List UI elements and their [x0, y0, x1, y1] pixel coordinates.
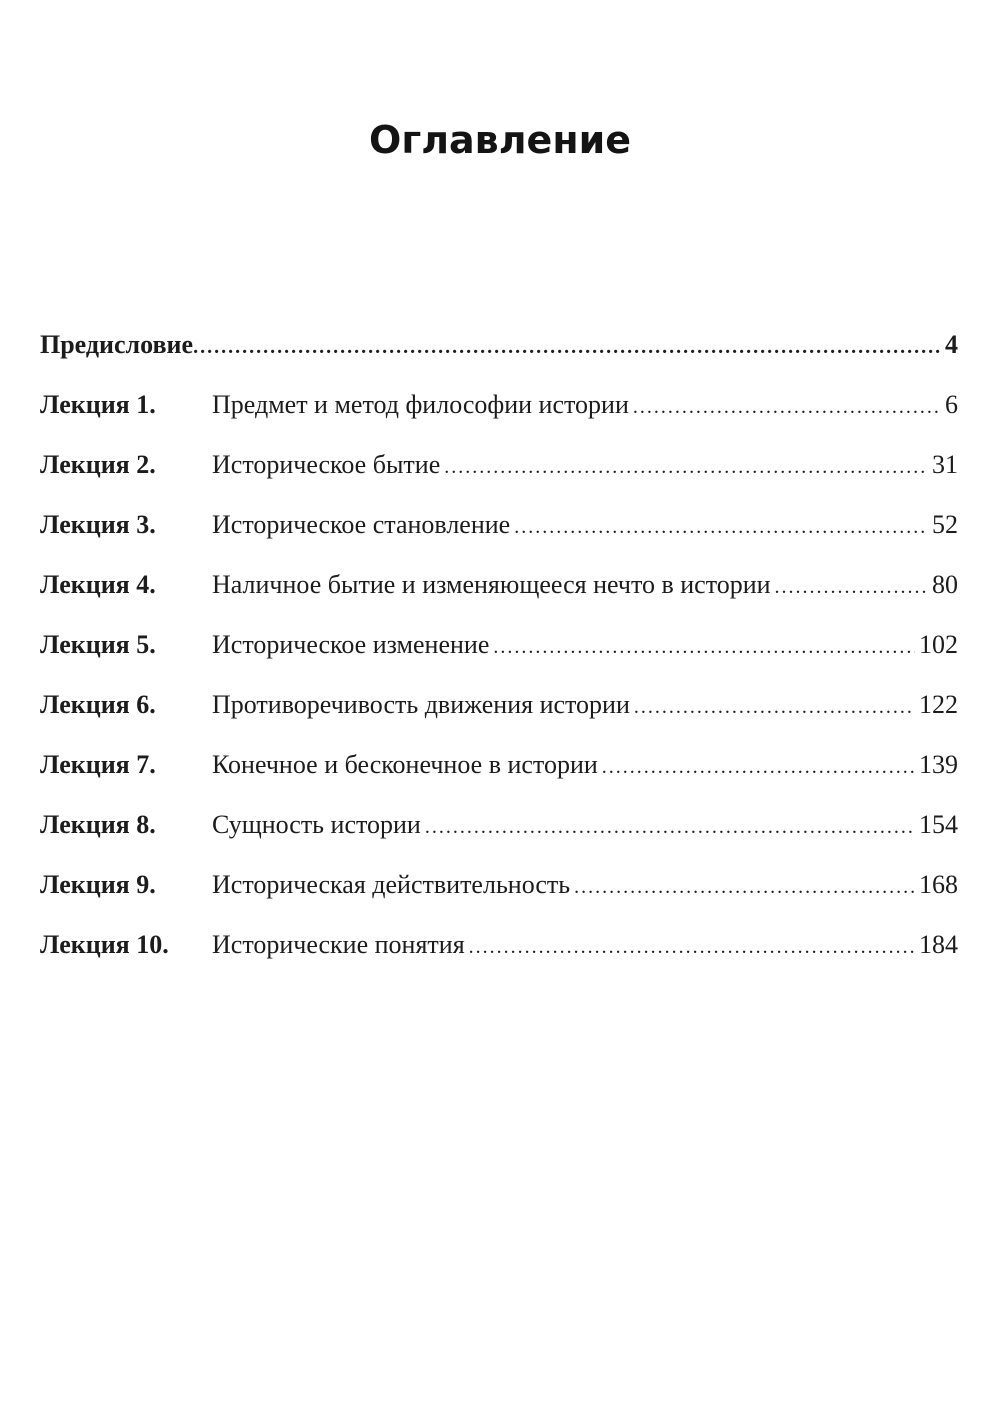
toc-entry-title: Исторические понятия [212, 930, 465, 959]
toc-entry-label: Лекция 4. [40, 570, 156, 599]
toc-entry-preface [40, 330, 958, 390]
toc-entry-lecture-10 [40, 930, 958, 990]
toc-entry-title: Сущность истории [212, 810, 421, 839]
toc-entry-lecture-7 [40, 750, 958, 810]
dot-leader [444, 456, 928, 479]
toc-entry-title: Историческое бытие [212, 450, 441, 479]
dot-leader [634, 696, 915, 719]
toc-page-number: 139 [919, 750, 958, 779]
dot-leader [633, 396, 941, 419]
toc-entry-label: Лекция 9. [40, 870, 156, 899]
toc-entry-label: Предисловие [40, 330, 194, 359]
toc-page-number: 52 [932, 510, 958, 539]
dot-leader [574, 876, 915, 899]
toc-entry-label: Лекция 2. [40, 450, 156, 479]
toc-page-number: 154 [919, 810, 958, 839]
toc-page-number: 168 [919, 870, 958, 899]
toc-entry-title: Предмет и метод философии истории [212, 390, 629, 419]
dot-leader [602, 756, 915, 779]
toc-entry-label: Лекция 8. [40, 810, 156, 839]
toc-page-number: 122 [919, 690, 958, 719]
toc-entry-lecture-5 [40, 630, 958, 690]
toc-page-number: 102 [919, 630, 958, 659]
toc-entry-label: Лекция 7. [40, 750, 156, 779]
dot-leader [193, 336, 941, 359]
toc-page-number: 80 [932, 570, 958, 599]
toc-entry-label: Лекция 5. [40, 630, 156, 659]
toc-entry-title: Историческое становление [212, 510, 511, 539]
toc-entry-lecture-8 [40, 810, 958, 870]
toc-entry-label: Лекция 1. [40, 390, 156, 419]
page-title: Оглавление [369, 118, 631, 162]
toc-entry-lecture-3 [40, 510, 958, 570]
toc-entry-lecture-9 [40, 870, 958, 930]
dot-leader [514, 516, 928, 539]
toc-entry-title: Историческая действительность [212, 870, 571, 899]
toc-entry-label: Лекция 6. [40, 690, 156, 719]
toc-entry-label: Лекция 10. [40, 930, 169, 959]
toc-entry-label: Лекция 3. [40, 510, 156, 539]
toc-entry-title: Историческое изменение [212, 630, 490, 659]
toc-page-number: 31 [932, 450, 958, 479]
toc-page-number: 4 [945, 330, 958, 359]
dot-leader [493, 636, 915, 659]
toc-entry-title: Конечное и бесконечное в истории [212, 750, 598, 779]
table-of-contents [40, 330, 958, 990]
dot-leader [425, 816, 915, 839]
dot-leader [469, 936, 915, 959]
toc-page-number: 184 [919, 930, 958, 959]
toc-entry-lecture-4 [40, 570, 958, 630]
dot-leader [775, 576, 928, 599]
toc-entry-lecture-2 [40, 450, 958, 510]
toc-page-number: 6 [945, 390, 958, 419]
toc-entry-lecture-6 [40, 690, 958, 750]
toc-entry-title: Наличное бытие и изменяющееся нечто в истории [212, 570, 771, 599]
toc-entry-title: Противоречивость движения истории [212, 690, 630, 719]
toc-entry-lecture-1 [40, 390, 958, 450]
